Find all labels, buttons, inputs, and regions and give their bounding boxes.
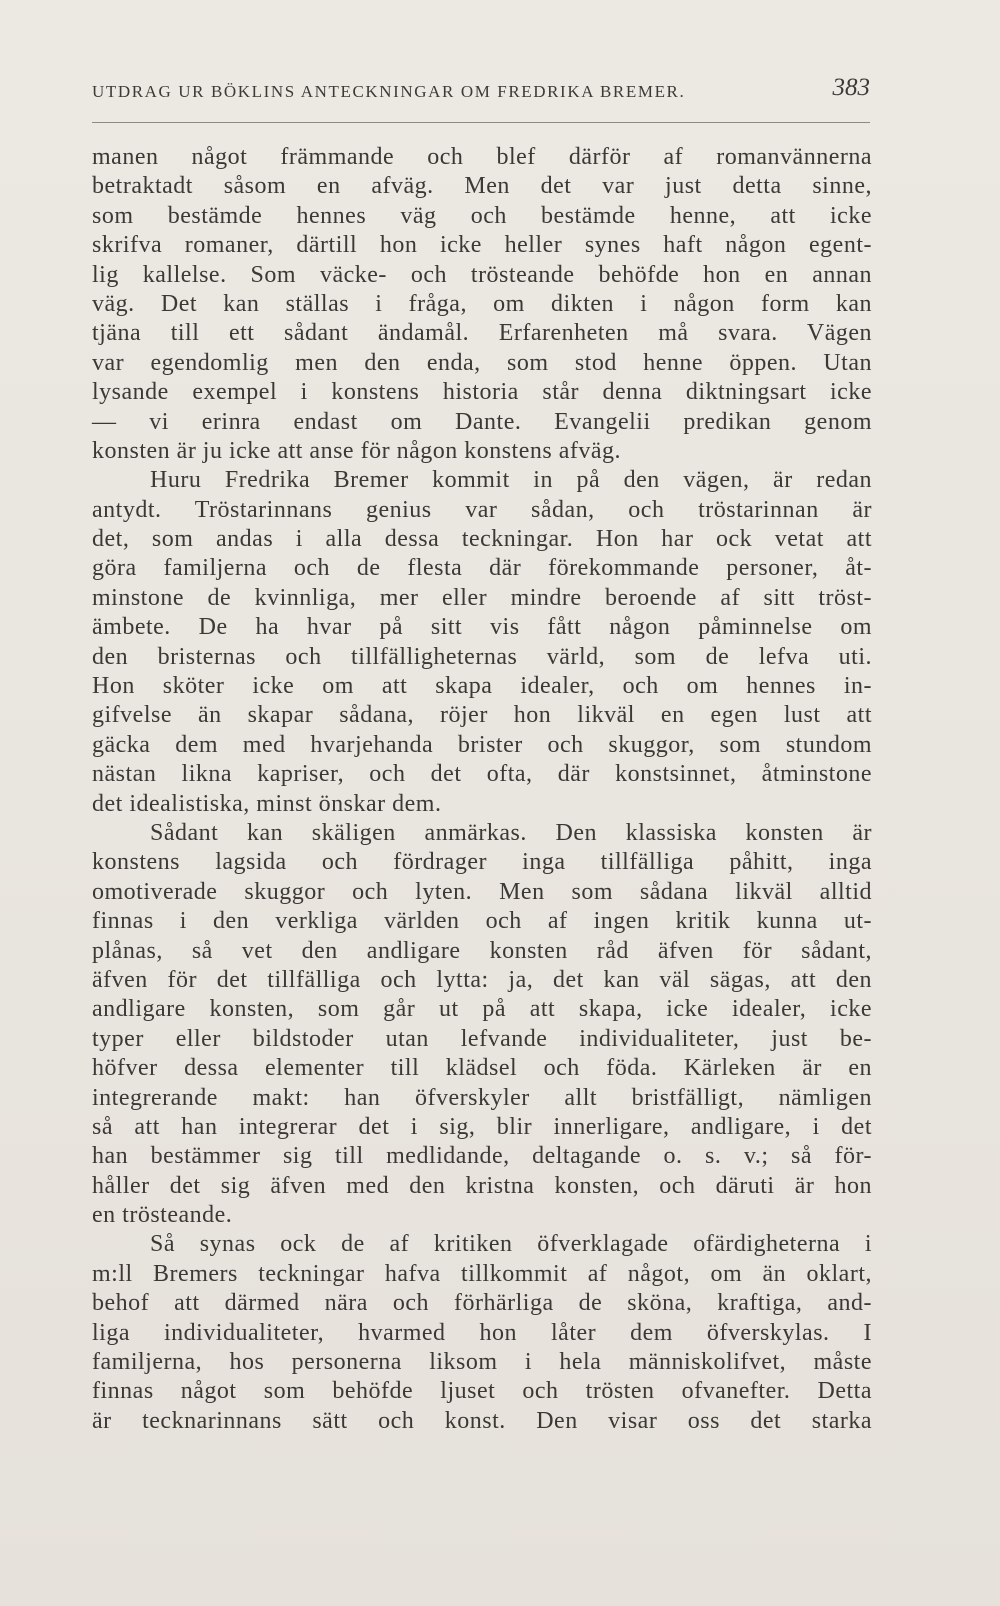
text-line: konstens lagsida och fördrager inga tillfälliga påhitt, inga: [92, 849, 872, 876]
text-line: är tecknarinnans sätt och konst. Den visar oss det starka: [92, 1407, 872, 1434]
text-line: typer eller bildstoder utan lefvande individualiteter, just be-: [92, 1025, 872, 1052]
text-line: en trösteande.: [92, 1202, 233, 1229]
text-line: finnas något som behöfde ljuset och trösten ofvanefter. Detta: [92, 1378, 872, 1405]
text-line: lig kallelse. Som väcke- och trösteande behöfde hon en annan: [92, 261, 872, 288]
text-line: andligare konsten, som går ut på att skapa, icke idealer, icke: [92, 996, 872, 1023]
text-line: finnas i den verkliga världen och af ingen kritik kunna ut-: [92, 908, 872, 935]
text-line: gäcka dem med hvarjehanda brister och skuggor, som stundom: [92, 731, 872, 758]
text-line: det, som andas i alla dessa teckningar. Hon har ock vetat att: [92, 526, 872, 553]
text-line: håller det sig äfven med den kristna konsten, och däruti är hon: [92, 1172, 872, 1199]
text-line: så att han integrerar det i sig, blir innerligare, andligare, i det: [92, 1113, 872, 1140]
header-rule: [92, 122, 870, 123]
text-line: Så synas ock de af kritiken öfverklagade ofärdigheterna i: [150, 1231, 872, 1258]
text-line: m:ll Bremers teckningar hafva tillkommit af något, om än oklart,: [92, 1260, 872, 1287]
text-line: äfven för det tillfälliga och lytta: ja, det kan väl sägas, att den: [92, 966, 872, 993]
text-line: var egendomlig men den enda, som stod henne öppen. Utan: [92, 349, 872, 376]
body-text: [92, 143, 872, 1436]
text-line: gifvelse än skapar sådana, röjer hon likväl en egen lust att: [92, 702, 872, 729]
text-line: konsten är ju icke att anse för någon konstens afväg.: [92, 437, 622, 464]
text-line: omotiverade skuggor och lyten. Men som sådana likväl alltid: [92, 878, 872, 905]
text-line: minstone de kvinnliga, mer eller mindre beroende af sitt tröst-: [92, 584, 872, 611]
text-line: manen något främmande och blef därför af romanvännerna: [92, 144, 872, 170]
text-line: antydt. Tröstarinnans genius var sådan, och tröstarinnan är: [92, 496, 872, 523]
text-line: behof att därmed nära och förhärliga de sköna, kraftiga, and-: [92, 1290, 872, 1317]
text-line: integrerande makt: han öfverskyler allt bristfälligt, nämligen: [92, 1084, 872, 1111]
text-line: Huru Fredrika Bremer kommit in på den vägen, är redan: [150, 467, 872, 494]
text-line: betraktadt såsom en afväg. Men det var just detta sinne,: [92, 173, 872, 200]
text-line: ämbete. De ha hvar på sitt vis fått någon påminnelse om: [92, 614, 872, 641]
text-line: han bestämmer sig till medlidande, deltagande o. s. v.; så för-: [92, 1143, 872, 1170]
text-line: Sådant kan skäligen anmärkas. Den klassiska konsten är: [150, 819, 872, 846]
text-line: Hon sköter icke om att skapa idealer, och om hennes in-: [92, 673, 872, 700]
running-title: UTDRAG UR BÖKLINS ANTECKNINGAR OM FREDRIKA BREMER.: [92, 82, 686, 101]
text-line: lysande exempel i konstens historia står denna diktningsart icke: [92, 379, 872, 406]
text-line: nästan likna kapriser, och det ofta, där konstsinnet, åtminstone: [92, 761, 872, 788]
text-line: plånas, så vet den andligare konsten råd äfven för sådant,: [92, 937, 872, 964]
text-line: det idealistiska, minst önskar dem.: [92, 790, 442, 817]
text-line: höfver dessa elementer till klädsel och föda. Kärleken är en: [92, 1055, 872, 1082]
text-line: väg. Det kan ställas i fråga, om dikten i någon form kan: [92, 290, 872, 317]
text-line: som bestämde hennes väg och bestämde henne, att icke: [92, 202, 872, 229]
text-line: skrifva romaner, därtill hon icke heller synes haft någon egent-: [92, 232, 872, 259]
page-header: [92, 70, 870, 110]
text-line: liga individualiteter, hvarmed hon låter dem öfverskylas. I: [92, 1319, 872, 1346]
text-line: göra familjerna och de flesta där förekommande personer, åt-: [92, 555, 872, 582]
text-line: tjäna till ett sådant ändamål. Erfarenheten må svara. Vägen: [92, 320, 872, 347]
text-line: — vi erinra endast om Dante. Evangelii predikan genom: [92, 408, 872, 435]
page-number: 383: [832, 74, 870, 101]
text-line: den bristernas och tillfälligheternas värld, som de lefva uti.: [92, 643, 872, 670]
text-line: familjerna, hos personerna liksom i hela människolifvet, måste: [92, 1349, 872, 1376]
